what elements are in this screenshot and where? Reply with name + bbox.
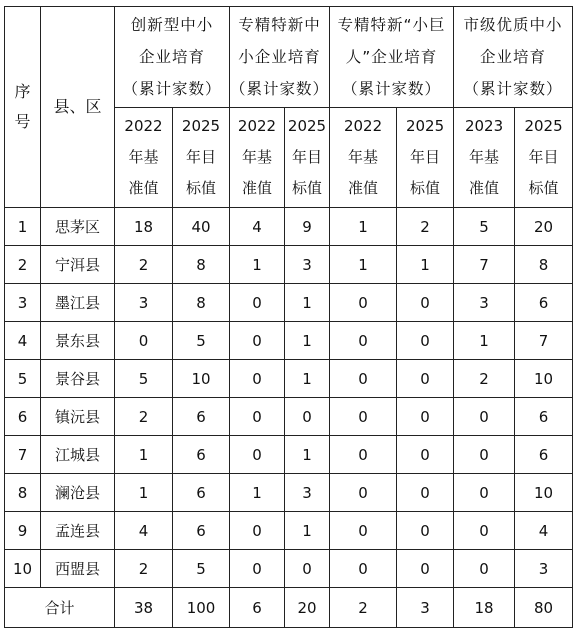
group-header-line: （累计家数） (122, 80, 222, 98)
value-cell: 18 (115, 208, 173, 246)
group-header-line: （累计家数） (230, 80, 330, 98)
subheader-line: 年目 (186, 148, 217, 166)
value-cell: 0 (115, 322, 173, 360)
total-value-cell: 18 (454, 588, 515, 628)
value-cell: 1 (285, 512, 330, 550)
value-cell: 0 (397, 322, 454, 360)
value-cell: 0 (454, 436, 515, 474)
value-cell: 1 (230, 246, 285, 284)
subheader-cell (397, 108, 454, 208)
total-value-cell: 3 (397, 588, 454, 628)
subheader-line: 年目 (292, 148, 323, 166)
county-cell: 镇沅县 (41, 398, 115, 436)
value-cell: 0 (330, 322, 397, 360)
value-cell: 6 (515, 284, 573, 322)
subheader-line: 年基 (348, 148, 379, 166)
value-cell: 0 (230, 360, 285, 398)
value-cell: 6 (173, 512, 230, 550)
seq-header-line1: 序 (14, 82, 31, 101)
value-cell: 0 (454, 398, 515, 436)
value-cell: 6 (173, 436, 230, 474)
value-cell: 10 (515, 474, 573, 512)
value-cell: 6 (173, 398, 230, 436)
group-header-line: 企业培育 (139, 48, 206, 66)
value-cell: 0 (285, 550, 330, 588)
value-cell: 1 (115, 474, 173, 512)
value-cell: 0 (230, 550, 285, 588)
table-row (5, 474, 573, 512)
value-cell: 5 (115, 360, 173, 398)
subheader-line: 标值 (528, 179, 559, 197)
total-value-cell: 80 (515, 588, 573, 628)
value-cell: 4 (515, 512, 573, 550)
value-cell: 20 (515, 208, 573, 246)
seq-cell: 8 (5, 474, 41, 512)
value-cell: 5 (173, 550, 230, 588)
total-value-cell: 6 (230, 588, 285, 628)
value-cell: 8 (173, 246, 230, 284)
seq-header-line2: 号 (14, 112, 31, 131)
subheader-line: 2025 (524, 117, 563, 135)
seq-cell: 6 (5, 398, 41, 436)
value-cell: 1 (330, 246, 397, 284)
group-header-little-giant (330, 7, 454, 108)
value-cell: 0 (454, 550, 515, 588)
value-cell: 1 (285, 436, 330, 474)
group-header-specialized (230, 7, 330, 108)
value-cell: 3 (285, 474, 330, 512)
subheader-line: 标值 (292, 179, 323, 197)
group-header-line: （累计家数） (463, 80, 563, 98)
subheader-line: 2025 (181, 117, 221, 135)
seq-cell: 4 (5, 322, 41, 360)
subheader-line: 2022 (237, 117, 277, 135)
value-cell: 4 (115, 512, 173, 550)
seq-cell: 5 (5, 360, 41, 398)
value-cell: 1 (230, 474, 285, 512)
county-cell: 景东县 (41, 322, 115, 360)
value-cell: 0 (330, 360, 397, 398)
county-cell: 墨江县 (41, 284, 115, 322)
table-row (5, 246, 573, 284)
seq-header (5, 7, 41, 208)
subheader-cell (285, 108, 330, 208)
group-header-innovative (115, 7, 230, 108)
value-cell: 0 (230, 436, 285, 474)
value-cell: 6 (173, 474, 230, 512)
total-row (5, 588, 573, 628)
value-cell: 10 (173, 360, 230, 398)
county-cell: 澜沧县 (41, 474, 115, 512)
value-cell: 3 (454, 284, 515, 322)
seq-cell: 9 (5, 512, 41, 550)
total-label: 合计 (5, 588, 115, 628)
group-header-line: 企业培育 (480, 48, 547, 66)
subheader-line: 2025 (287, 117, 327, 135)
value-cell: 1 (397, 246, 454, 284)
value-cell: 3 (285, 246, 330, 284)
value-cell: 9 (285, 208, 330, 246)
subheader-line: 年基 (128, 148, 159, 166)
total-value-cell: 20 (285, 588, 330, 628)
table-footer (5, 588, 573, 628)
table-header (5, 7, 573, 208)
subheader-line: 标值 (186, 179, 217, 197)
table-row (5, 322, 573, 360)
table-body (5, 208, 573, 588)
subheader-cell (330, 108, 397, 208)
table-row (5, 512, 573, 550)
value-cell: 0 (330, 512, 397, 550)
subheader-cell (515, 108, 573, 208)
value-cell: 0 (230, 284, 285, 322)
subheader-line: 准值 (469, 179, 500, 197)
seq-cell: 1 (5, 208, 41, 246)
value-cell: 10 (515, 360, 573, 398)
subheader-line: 2022 (124, 117, 163, 135)
value-cell: 6 (515, 398, 573, 436)
group-header-line: 小企业培育 (238, 48, 321, 66)
value-cell: 1 (285, 322, 330, 360)
subheader-cell (454, 108, 515, 208)
subheader-line: 准值 (242, 179, 273, 197)
value-cell: 2 (397, 208, 454, 246)
value-cell: 8 (515, 246, 573, 284)
value-cell: 1 (454, 322, 515, 360)
value-cell: 0 (330, 398, 397, 436)
subheader-line: 年基 (469, 148, 500, 166)
subheader-line: 年目 (528, 148, 559, 166)
value-cell: 7 (515, 322, 573, 360)
seq-cell: 7 (5, 436, 41, 474)
subheader-cell (115, 108, 173, 208)
value-cell: 2 (115, 550, 173, 588)
value-cell: 5 (454, 208, 515, 246)
seq-cell: 2 (5, 246, 41, 284)
value-cell: 3 (515, 550, 573, 588)
value-cell: 7 (454, 246, 515, 284)
group-header-line: 人”企业培育 (345, 48, 438, 66)
subheader-line: 年基 (242, 148, 273, 166)
total-value-cell: 2 (330, 588, 397, 628)
seq-cell: 10 (5, 550, 41, 588)
value-cell: 8 (173, 284, 230, 322)
value-cell: 0 (230, 512, 285, 550)
value-cell: 0 (330, 436, 397, 474)
subheader-line: 年目 (410, 148, 441, 166)
group-header-line: （累计家数） (342, 80, 442, 98)
value-cell: 0 (454, 512, 515, 550)
total-value-cell: 38 (115, 588, 173, 628)
value-cell: 0 (454, 474, 515, 512)
county-cell: 江城县 (41, 436, 115, 474)
value-cell: 1 (330, 208, 397, 246)
value-cell: 0 (330, 474, 397, 512)
subheader-line: 准值 (128, 179, 159, 197)
subheader-cell (230, 108, 285, 208)
subheader-line: 标值 (410, 179, 441, 197)
total-value-cell: 100 (173, 588, 230, 628)
table-row (5, 550, 573, 588)
group-header-line: 专精特新中 (238, 16, 321, 34)
value-cell: 4 (230, 208, 285, 246)
table-row (5, 398, 573, 436)
value-cell: 6 (515, 436, 573, 474)
table-row (5, 284, 573, 322)
value-cell: 0 (397, 436, 454, 474)
enterprise-cultivation-table (4, 6, 573, 628)
value-cell: 1 (115, 436, 173, 474)
table-row (5, 436, 573, 474)
value-cell: 0 (397, 284, 454, 322)
county-cell: 思茅区 (41, 208, 115, 246)
value-cell: 1 (285, 360, 330, 398)
value-cell: 2 (115, 246, 173, 284)
value-cell: 0 (397, 360, 454, 398)
value-cell: 2 (115, 398, 173, 436)
value-cell: 0 (330, 550, 397, 588)
value-cell: 2 (454, 360, 515, 398)
value-cell: 0 (330, 284, 397, 322)
table-row (5, 208, 573, 246)
subheader-line: 2022 (343, 117, 383, 135)
value-cell: 0 (397, 512, 454, 550)
value-cell: 3 (115, 284, 173, 322)
subheader-line: 2023 (464, 117, 504, 135)
county-cell: 景谷县 (41, 360, 115, 398)
county-cell: 西盟县 (41, 550, 115, 588)
table-row (5, 360, 573, 398)
value-cell: 40 (173, 208, 230, 246)
value-cell: 0 (230, 322, 285, 360)
subheader-cell (173, 108, 230, 208)
county-cell: 孟连县 (41, 512, 115, 550)
group-header-line: 专精特新“小巨 (337, 16, 446, 34)
value-cell: 0 (230, 398, 285, 436)
county-cell: 宁洱县 (41, 246, 115, 284)
group-header-line: 创新型中小 (130, 16, 214, 34)
value-cell: 5 (173, 322, 230, 360)
subheader-line: 准值 (348, 179, 379, 197)
value-cell: 0 (397, 550, 454, 588)
value-cell: 0 (285, 398, 330, 436)
value-cell: 1 (285, 284, 330, 322)
group-header-line: 市级优质中小 (463, 16, 563, 34)
value-cell: 0 (397, 474, 454, 512)
group-header-municipal-quality (454, 7, 573, 108)
subheader-line: 2025 (405, 117, 445, 135)
seq-cell: 3 (5, 284, 41, 322)
county-header: 县、区 (41, 7, 115, 208)
value-cell: 0 (397, 398, 454, 436)
